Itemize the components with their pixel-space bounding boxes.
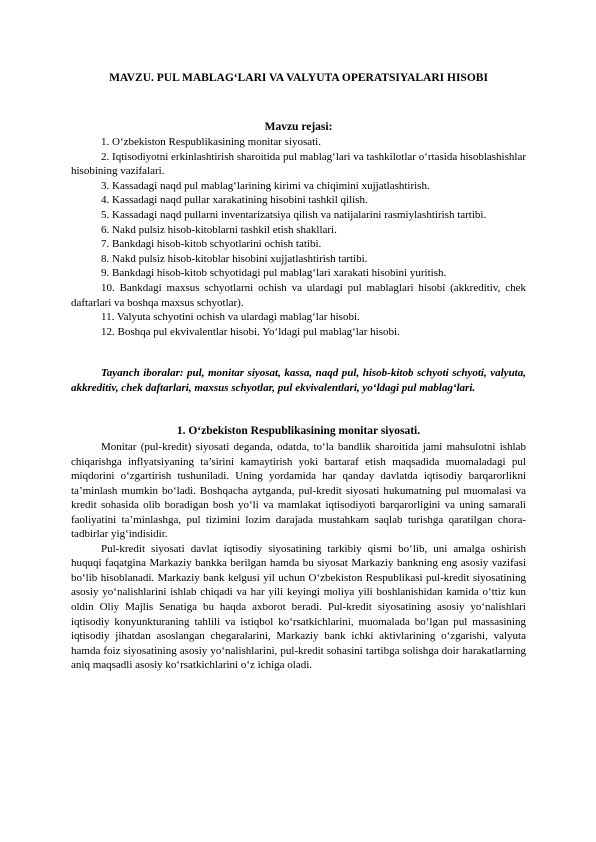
document-title: MAVZU. PUL MABLAG‘LARI VA VALYUTA OPERATSIYALARI HISOBI — [109, 72, 488, 84]
plan-item: 10. Bankdagi maxsus schyotlarni ochish va ulardagi pul mablaglari hisobi (akkreditiv, chek daftarlari va boshqa maxsus schyotlar). — [71, 281, 526, 309]
plan-item: 11. Valyuta schyotini ochish va ulardagi mablag‘lar hisobi. — [101, 311, 360, 324]
plan-item: 5. Kassadagi naqd pullarni inventarizatsiya qilish va natijalarini rasmiylashtirish tartibi. — [101, 208, 487, 221]
plan-item: 6. Nakd pulsiz hisob-kitoblarni tashkil etish shakllari. — [101, 223, 337, 236]
keywords-paragraph: Tayanch iboralar: pul, monitar siyosat, kassa, naqd pul, hisob-kitob schyoti schyoti, valyuta, akkreditiv, chek daftarlari, maxsus schyotlar, pul ekvivalentlari, yo‘ldagi pul mablag‘lari. — [71, 367, 526, 394]
plan-item: 4. Kassadagi naqd pullar xarakatining hisobini tashkil qilish. — [101, 194, 368, 207]
body-paragraph: Pul-kredit siyosati davlat iqtisodiy siyosatining tarkibiy qismi bo‘lib, uni amalga oshirish huquqi faqatgina Markaziy bankka berilgan hamda bu siyosat Markaziy bankning eng asosiy vazifasi bo‘lib hisoblanadi. Markaziy bank kelgusi yil uchun O‘zbekiston Respublikasi pul-kredit siyosatining asosiy yo‘nalishlarini ishlab chiqadi va har yili keyingi moliya yili boshlanishidan kamida o‘ttiz kun oldin Oliy Majlis Senatiga bu haqda axborot beradi. Pul-kredit siyosatining asosiy yo‘nalishlari iqtisodiy konyunkturaning tahlili va istiqbol ko‘rsatkichlarini, muomalada bo‘lgan pul massasining iqtisodiy jihatdan asoslangan chegaralarini, Markaziy bank ichki aktivlarining o‘zgarishi, valyuta hamda foiz siyosatining asosiy yo‘nalishlarini, pul-kredit sohasini tartibga solishga doir harakatlarning aniq maqsadli asosiy ko‘rsatkichlarini o‘z ichiga oladi. — [71, 542, 526, 672]
plan-item: 8. Nakd pulsiz hisob-kitoblar hisobini xujjatlashtirish tartibi. — [101, 252, 368, 265]
plan-item: 3. Kassadagi naqd pul mablag‘larining kirimi va chiqimini xujjatlashtirish. — [101, 179, 430, 192]
body-paragraph: Monitar (pul-kredit) siyosati deganda, odatda, to‘la bandlik sharoitida jami mahsulotni ishlab chiqarishga inflyatsiyaning ta’sirini kamaytirish yoki bartaraf etish maqsadida muomaladagi pul miqdorini o‘zgartirish tushuniladi. Uning yordamida har qanday davlatda iqtisodiy barqarorlikni ta’minlash mumkin bo‘ladi. Boshqacha aytganda, pul-kredit siyosati hukumatning pul muomalasi va kredit sohasida olib boradigan bosh yo‘li va mamlakat iqtisodiyoti barqarorligini va uning samarali faoliyatini ta’minlashga, pul tizimini lozim darajada mustahkam saqlab turishga qaratilgan chora-tadbirlar yig‘indisidir. — [71, 441, 526, 541]
plan-item: 2. Iqtisodiyotni erkinlashtirish sharoitida pul mablag‘lari va tashkilotlar o‘rtasida hisoblashishlar hisobining vazifalari. — [71, 150, 526, 178]
plan-item: 1. O‘zbekiston Respublikasining monitar siyosati. — [101, 136, 321, 148]
section-heading: 1. O‘zbekiston Respublikasining monitar siyosati. — [176, 425, 421, 437]
plan-item: 12. Boshqa pul ekvivalentlar hisobi. Yo‘ldagi pul mablag‘lar hisobi. — [101, 325, 400, 338]
plan-heading: Mavzu rejasi: — [264, 121, 333, 133]
section-body — [71, 440, 526, 673]
plan-list — [71, 135, 526, 339]
plan-item: 7. Bankdagi hisob-kitob schyotlarini ochish tatibi. — [101, 238, 322, 251]
plan-item: 9. Bankdagi hisob-kitob schyotidagi pul mablag‘lari xarakati hisobini yuritish. — [101, 267, 447, 280]
